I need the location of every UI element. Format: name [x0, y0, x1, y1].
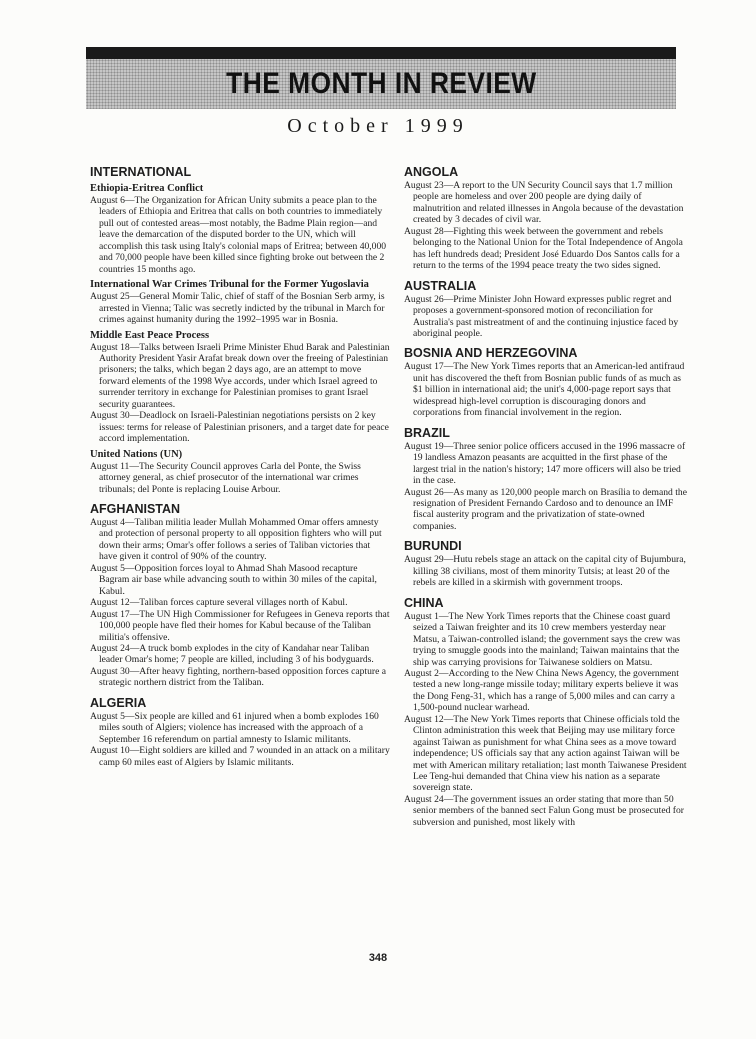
news-entry: August 24—The government issues an order stating that more than 50 senior members of the banned sect Falun Gong must be prosecuted for subversion and punished, most likely with — [404, 793, 684, 828]
news-entry: August 23—A report to the UN Security Council says that 1.7 million people are homeless and over 200 people are dying daily of malnutrition and related illnesses in Angola because of the devastation created by 3 decades of civil war. — [404, 180, 684, 226]
news-entry: August 19—Three senior police officers accused in the 1996 massacre of 19 landless Amazon peasants are acquitted in the first phase of the largest trial in the nation's history; 147 more officers will also be tried in the case. — [404, 440, 686, 487]
subsection-heading: Ethiopia-Eritrea Conflict — [90, 183, 204, 194]
news-entry: August 12—Taliban forces capture several villages north of Kabul. — [90, 597, 348, 609]
news-entry: August 30—After heavy fighting, northern-based opposition forces capture a strategic northern district from the Taliban. — [90, 665, 386, 689]
news-entry: August 5—Six people are killed and 61 injured when a bomb explodes 160 miles south of Algiers; violence has increased with the approach of a September 16 referendum on partial amnesty to Islamic militants. — [90, 710, 379, 745]
news-entry: August 17—The New York Times reports that an American-led antifraud unit has discovered the theft from Bosnian public funds of as much as $1 billion in international aid; the unit's 4,000-page report says that widespread high-level corruption is discouraging donors and corporations from financial involvement in the region. — [404, 361, 685, 419]
news-entry: August 12—The New York Times reports that Chinese officials told the Clinton administration this week that Beijing may use military force against Taiwan as punishment for what China sees as a move toward independence; US officials say that any action against Taiwan will be met with American military retaliation; last month Taiwanese President Lee Teng-hui demanded that China view his nation as a separate sovereign state. — [404, 713, 687, 794]
section-heading: ALGERIA — [90, 695, 147, 710]
section-heading: ANGOLA — [404, 165, 459, 179]
section-heading: AFGHANISTAN — [90, 501, 181, 516]
banner-title: THE MONTH IN REVIEW — [225, 67, 537, 100]
section-heading: BOSNIA AND HERZEGOVINA — [404, 346, 578, 361]
news-entry: August 26—As many as 120,000 people march on Brasília to demand the resignation of President Fernando Cardoso and to denounce an IMF fiscal austerity program and the privatization of state-owned companies. — [404, 486, 687, 532]
subsection-heading: United Nations (UN) — [90, 448, 183, 460]
issue-month: October 1999 — [287, 115, 469, 137]
news-entry: August 24—A truck bomb explodes in the city of Kandahar near Taliban leader Omar's home; 7 people are killed, including 3 of his bodyguards. — [90, 642, 374, 666]
news-entry: August 25—General Momir Talic, chief of staff of the Bosnian Serb army, is arrested in Vienna; Talic was secretly indicted by the tribunal in March for crimes against humanity during the 1992–1995 war in Bosnia. — [90, 291, 385, 326]
news-entry: August 6—The Organization for African Unity submits a peace plan to the leaders of Ethiopia and Eritrea that calls on both countries to immediately pull out of contested areas—most notably, the Badme Plain region—and leave the demarcation of the disputed border to the UN, which will accomplish this task using Italy's colonial maps of Eritrea; between 40,000 and 70,000 people have been killed since fighting broke out between the 2 countries 15 months ago. — [90, 195, 387, 275]
subsection-heading: Middle East Peace Process — [90, 329, 210, 341]
banner-top-rule — [86, 47, 676, 59]
news-entry: August 17—The UN High Commissioner for Refugees in Geneva reports that 100,000 people have fled their homes for Kabul because of the Taliban militia's offensive. — [90, 608, 390, 643]
news-entry: August 18—Talks between Israeli Prime Minister Ehud Barak and Palestinian Authority President Yasir Arafat break down over the freeing of Palestinian prisoners; the talks, which began 2 days ago, are an attempt to move forward elements of the 1998 Wye accords, under which Israel agreed to surrender territory in exchange for Palestinian promises to grant Israel security guarantees. — [90, 341, 390, 410]
page-number: 348 — [368, 952, 388, 964]
news-entry: August 30—Deadlock on Israeli-Palestinian negotiations persists on 2 key issues: terms for release of Palestinian prisoners, and a target date for peace accord implementation. — [90, 410, 389, 445]
news-entry: August 1—The New York Times reports that the Chinese coast guard seized a Taiwan freighter and its 10 crew members yesterday near Matsu, a Taiwan-controlled island; the government says the crew was trying to smuggle goods into the mainland; Taiwan maintains that the ship was carrying provisions for Taiwanese soldiers on Matsu. — [404, 610, 681, 668]
section-heading: CHINA — [404, 595, 444, 610]
news-entry: August 5—Opposition forces loyal to Ahmad Shah Masood recapture Bagram air base while advancing south to within 30 miles of the capital, Kabul. — [90, 562, 377, 597]
section-heading: INTERNATIONAL — [90, 165, 192, 179]
banner — [86, 59, 676, 109]
news-entry: August 26—Prime Minister John Howard expresses public regret and proposes a government-sponsored motion of reconciliation for Australia's past mistreatment of and the continuing injustice faced by aboriginal people. — [404, 293, 679, 339]
section-heading: BURUNDI — [404, 539, 462, 554]
news-entry: August 10—Eight soldiers are killed and 7 wounded in an attack on a military camp 60 miles east of Algiers by Islamic militants. — [90, 745, 390, 768]
news-entry: August 11—The Security Council approves Carla del Ponte, the Swiss attorney general, as chief prosecutor of the international war crimes tribunals; del Ponte is replacing Louise Arbour. — [90, 460, 361, 495]
section-heading: AUSTRALIA — [404, 278, 477, 293]
news-entry: August 28—Fighting this week between the government and rebels belonging to the National Union for the Total Independence of Angola has left hundreds dead; President José Eduardo Dos Santos calls for a return to the terms of the 1994 peace treaty the two sides signed. — [404, 225, 683, 272]
subsection-heading: International War Crimes Tribunal for the Former Yugoslavia — [90, 279, 369, 291]
right-column — [404, 165, 689, 828]
news-entry: August 29—Hutu rebels stage an attack on the capital city of Bujumbura, killing 38 civilians, most of them minority Tutsis; at least 20 of the rebels are killed in a skirmish with government troops. — [404, 554, 686, 589]
section-heading: BRAZIL — [404, 425, 450, 440]
news-entry: August 2—According to the New China News Agency, the government tested a new long-range missile today; military experts believe it was the Dong Feng-31, which has a range of 5,000 miles and can carry a 1,500-pound nuclear warhead. — [404, 667, 679, 714]
left-column — [90, 165, 390, 768]
news-entry: August 4—Taliban militia leader Mullah Mohammed Omar offers amnesty and protection of personal property to all opposition fighters who will put down their arms; Omar's offer follows a series of Taliban victories that have given it control of 90% of the country. — [90, 516, 382, 563]
